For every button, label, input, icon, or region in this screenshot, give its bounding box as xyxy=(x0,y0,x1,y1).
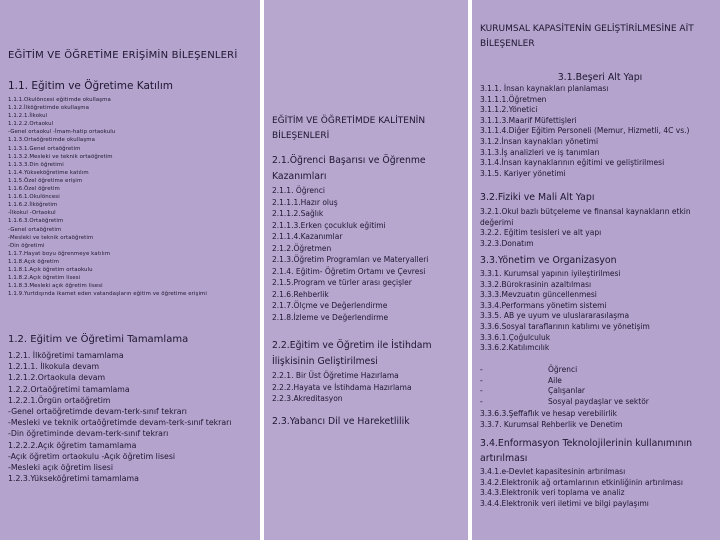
participation-heading: 1.1. Eğitim ve Öğretime Katılım xyxy=(8,80,173,92)
list-item: -Mesleki ve teknik ortaöğretimde devam-terk-sınıf tekrarı xyxy=(8,418,232,428)
list-item: 2.1.2.Öğretmen xyxy=(272,243,332,253)
list-item: 1.1.3.1.Genel ortaöğretim xyxy=(8,145,81,152)
list-item: 3.1.1. İnsan kaynakları planlaması xyxy=(480,84,609,93)
foreign-language-heading: 2.3.Yabancı Dil ve Hareketlilik xyxy=(272,416,410,427)
list-item: 2.1.3.Öğretim Programları ve Materyalleri xyxy=(272,255,429,264)
list-item: -Din öğretiminde devam-terk-sınıf tekrarı xyxy=(8,429,169,439)
list-item: 3.4.4.Elektronik veri iletimi ve bilgi paylaşımı xyxy=(480,498,649,508)
list-item: 1.1.6.2.İlköğretim xyxy=(8,202,58,209)
list-item: 2.1.4. Eğitim- Öğretim Ortamı ve Çevresi xyxy=(272,266,426,276)
stakeholder-item xyxy=(480,397,720,408)
list-item: değerimi xyxy=(480,217,514,227)
list-item: 1.1.3.Ortaöğretimde okullaşma xyxy=(8,137,95,144)
list-item: 3.1.3.İş analizleri ve iş tanımları xyxy=(480,147,600,157)
list-item: 2.1.8.İzleme ve Değerlendirme xyxy=(272,312,389,322)
list-item: 1.1.1.Okulöncesi eğitimde okullaşma xyxy=(8,97,111,103)
list-item: 1.2.2.Ortaöğretimi tamamlama xyxy=(8,384,130,394)
bullet-dash: - xyxy=(480,386,483,396)
list-item: 1.2.1. İlköğretimi tamamlama xyxy=(8,351,124,360)
bullet-dash: - xyxy=(480,365,483,374)
list-item: 2.2.1. Bir Üst Öğretime Hazırlama xyxy=(272,371,399,380)
list-item: 1.1.4.Yükseköğretime katılım xyxy=(8,169,89,176)
physical-financial-heading: 3.2.Fiziki ve Mali Alt Yapı xyxy=(480,192,595,203)
list-item: 3.1.1.1.Öğretmen xyxy=(480,94,547,104)
list-item: 3.3.7. Kurumsal Rehberlik ve Denetim xyxy=(480,419,623,429)
stakeholder-label: Sosyal paydaşlar ve sektör xyxy=(548,396,649,406)
list-item: 2.1.1.1.Hazır oluş xyxy=(272,197,338,207)
list-item: 1.1.2.2.Ortaokul xyxy=(8,121,54,128)
list-item: 3.3.6.3.Şeffaflık ve hesap verebilirlik xyxy=(480,409,617,418)
list-item: 3.1.1.3.Maarif Müfettişleri xyxy=(480,115,577,125)
list-item: 3.3.5. AB ye uyum ve uluslararasılaşma xyxy=(480,311,630,321)
information-technology-list xyxy=(480,467,720,509)
stakeholder-label: Öğrenci xyxy=(548,365,578,374)
list-item: -Genel ortaokul -İmam-hatip ortaokulu xyxy=(8,129,116,136)
list-item: 3.2.2. Eğitim tesisleri ve alt yapı xyxy=(480,228,602,238)
list-item: 3.4.2.Elektronik ağ ortamlarının etkinliğinin artırılması xyxy=(480,477,683,487)
list-item: 3.3.6.2.Katılımcılık xyxy=(480,343,550,353)
list-item: 1.1.7.Hayat boyu öğrenmeye katılım xyxy=(8,250,111,257)
list-item: 1.1.6.Özel öğretim xyxy=(8,186,60,193)
list-item: 2.1.1.3.Erken çocukluk eğitimi xyxy=(272,220,386,230)
employment-relation-heading: 2.2.Eğitim ve Öğretim ile İstihdam İlişkisinin Geliştirilmesi xyxy=(272,340,432,367)
list-item: 3.3.4.Performans yönetim sistemi xyxy=(480,300,607,310)
management-organization-heading: 3.3.Yönetim ve Organizasyon xyxy=(480,255,617,266)
employment-relation-list xyxy=(272,370,468,405)
participation-list xyxy=(8,96,258,298)
list-item: -Genel ortaöğretimde devam-terk-sınıf tekrarı xyxy=(8,407,187,417)
quality-components-title: EĞİTİM VE ÖĞRETİMDE KALİTENİN BİLEŞENLERİ xyxy=(272,116,426,141)
list-item: 2.1.6.Rehberlik xyxy=(272,289,329,299)
physical-financial-list xyxy=(480,207,720,249)
list-item: 1.1.8.1.Açık öğretim ortaokulu xyxy=(8,266,93,273)
list-item: 3.1.5. Kariyer yönetimi xyxy=(480,168,566,178)
completion-heading: 1.2. Eğitim ve Öğretimi Tamamlama xyxy=(8,334,189,345)
list-item: 1.1.5.Özel öğretime erişim xyxy=(8,177,83,184)
list-item: 3.1.1.4.Diğer Eğitim Personeli (Memur, Hizmetli, 4C vs.) xyxy=(480,126,690,136)
list-item: 1.1.3.3.Din öğretimi xyxy=(8,161,64,168)
bullet-dash: - xyxy=(480,375,483,385)
list-item: 3.3.2.Bürokrasinin azaltılması xyxy=(480,279,592,289)
management-organization-list xyxy=(480,269,720,354)
information-technology-heading: 3.4.Enformasyon Teknolojilerinin kullanımının artırılması xyxy=(480,438,693,464)
list-item: 2.1.5.Program ve türler arası geçişler xyxy=(272,278,412,287)
list-item: 3.4.3.Elektronik veri toplama ve analiz xyxy=(480,488,625,498)
human-infrastructure-list xyxy=(480,84,720,179)
stakeholder-item xyxy=(480,365,720,376)
list-item: -Mesleki ve teknik ortaöğretim xyxy=(8,234,94,241)
list-item: 1.1.6.1.Okulöncesi xyxy=(8,194,60,201)
list-item: -Açık öğretim ortaokulu -Açık öğretim lisesi xyxy=(8,451,176,461)
human-infrastructure-heading: 3.1.Beşeri Alt Yapı xyxy=(557,72,643,83)
list-item: 1.1.3.2.Mesleki ve teknik ortaöğretim xyxy=(8,153,113,160)
list-item: 1.1.2.İlköğretimde okullaşma xyxy=(8,105,90,112)
list-item: 3.2.3.Donatım xyxy=(480,238,534,248)
stakeholder-label: Aile xyxy=(548,375,562,385)
list-item: 3.4.1.e-Devlet kapasitesinin artırılması xyxy=(480,467,626,476)
list-item: 3.3.6.Sosyal taraflarının katılımı ve yönetişim xyxy=(480,321,650,331)
stakeholder-item xyxy=(480,386,720,397)
list-item: 3.3.3.Mevzuatın güncellenmesi xyxy=(480,290,597,300)
list-item: 1.1.8.3.Mesleki açık öğretim lisesi xyxy=(8,283,103,290)
student-success-list xyxy=(272,185,468,323)
stakeholder-item xyxy=(480,376,720,387)
list-item: 2.1.1. Öğrenci xyxy=(272,186,326,195)
stakeholder-label: Çalışanlar xyxy=(548,386,586,396)
student-success-heading: 2.1.Öğrenci Başarısı ve Öğrenme Kazanımları xyxy=(272,155,426,182)
list-item: 1.1.9.Yurtdışında ikamet eden vatandaşların eğitim ve öğretime erişimi xyxy=(8,291,207,298)
list-item: 1.1.2.1.İlkokul xyxy=(8,113,48,120)
list-item: -Din öğretimi xyxy=(8,242,45,249)
list-item: 1.2.2.1.Örgün ortaöğretim xyxy=(8,395,111,405)
completion-list xyxy=(8,350,260,484)
list-item: 3.3.6.1.Çoğulculuk xyxy=(480,332,551,342)
list-item: -Mesleki açık öğretim lisesi xyxy=(8,463,114,473)
list-item: 2.2.3.Akreditasyon xyxy=(272,394,343,403)
quality-components-column xyxy=(264,0,468,540)
list-item: 3.1.4.İnsan kaynaklarının eğitimi ve geliştirilmesi xyxy=(480,158,665,168)
list-item: 2.1.1.4.Kazanımlar xyxy=(272,232,343,241)
list-item: -Genel ortaöğretim xyxy=(8,226,62,233)
stakeholder-list xyxy=(480,365,720,407)
capacity-components-column xyxy=(472,0,720,540)
list-item: 3.2.1.Okul bazlı bütçeleme ve finansal kaynakların etkin xyxy=(480,207,691,216)
list-item: 1.2.1.2.Ortaokula devam xyxy=(8,373,106,383)
capacity-components-title: KURUMSAL KAPASİTENİN GELİŞTİRİLMESİNE AİT BİLEŞENLER xyxy=(480,24,694,49)
list-item: 1.1.8.Açık öğretim xyxy=(8,258,60,265)
access-components-column xyxy=(0,0,260,540)
list-item: 3.1.1.2.Yönetici xyxy=(480,105,538,115)
list-item: 1.1.6.3.Ortaöğretim xyxy=(8,218,64,225)
bullet-dash: - xyxy=(480,396,483,406)
list-item: 2.1.7.Ölçme ve Değerlendirme xyxy=(272,301,388,310)
list-item: 3.1.2.İnsan kaynakları yönetimi xyxy=(480,136,599,146)
management-organization-list-continued xyxy=(480,409,720,430)
list-item: 3.3.1. Kurumsal yapının iyileştirilmesi xyxy=(480,269,621,278)
list-item: -İlkokul -Ortaokul xyxy=(8,210,56,217)
list-item: 1.2.3.Yükseköğretimi tamamlama xyxy=(8,474,139,484)
list-item: 2.1.1.2.Sağlık xyxy=(272,209,324,218)
list-item: 1.1.8.2.Açık öğretim lisesi xyxy=(8,275,81,282)
list-item: 1.2.2.2.Açık öğretim tamamlama xyxy=(8,440,137,450)
access-components-title: EĞİTİM VE ÖĞRETİME ERİŞİMİN BİLEŞENLERİ xyxy=(8,50,238,61)
list-item: 1.2.1.1. İlkokula devam xyxy=(8,362,100,372)
list-item: 2.2.2.Hayata ve İstihdama Hazırlama xyxy=(272,382,412,392)
